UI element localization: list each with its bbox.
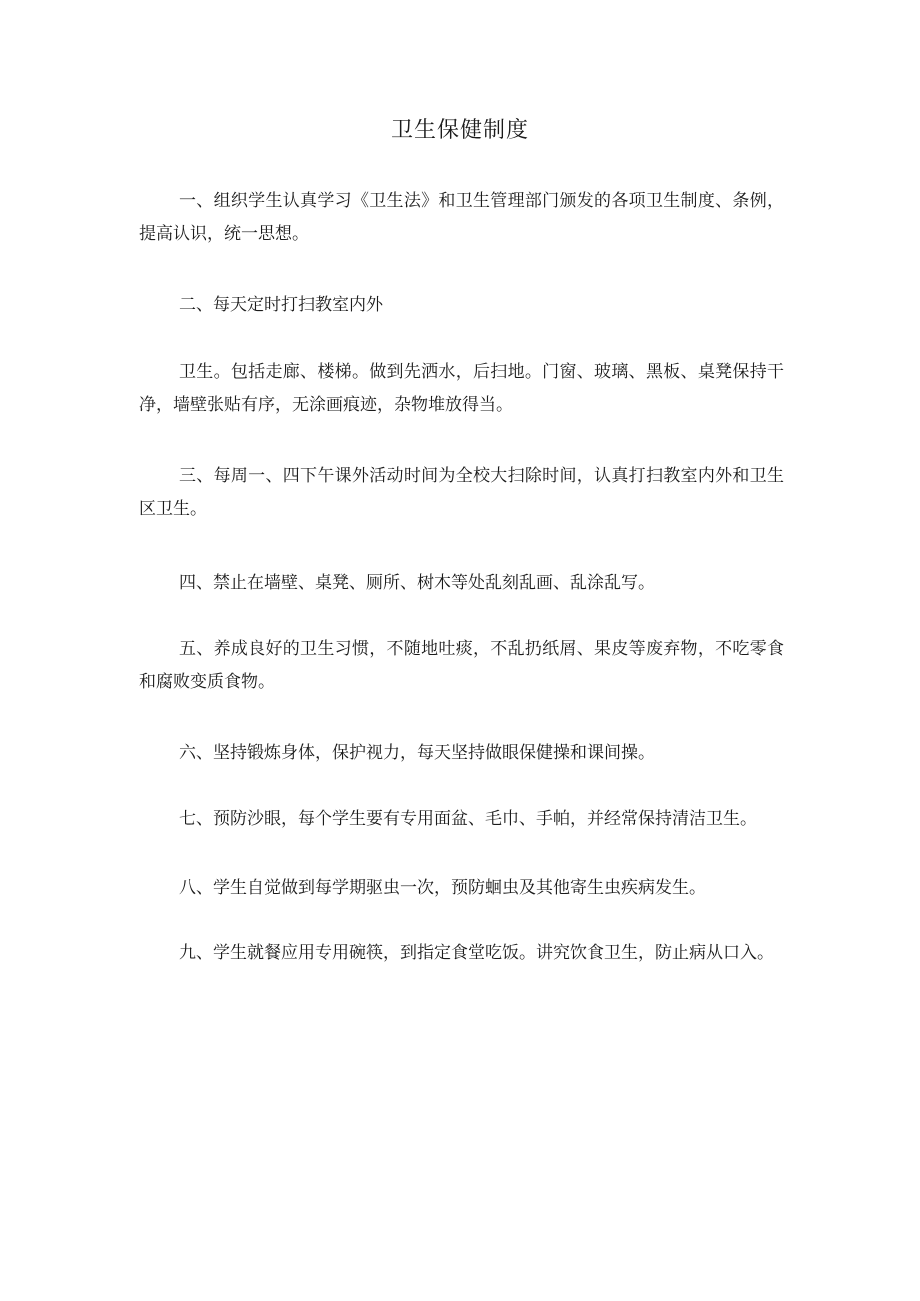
- paragraph-2: 二、每天定时打扫教室内外: [179, 295, 383, 315]
- paragraph-1: 一、组织学生认真学习《卫生法》和卫生管理部门颁发的各项卫生制度、条例，提高认识，统一思想。: [139, 191, 784, 244]
- paragraph-8: 七、预防沙眼，每个学生要有专用面盆、毛巾、手帕，并经常保持清洁卫生。: [179, 809, 757, 829]
- paragraph-6: 五、养成良好的卫生习惯，不随地吐痰，不乱扔纸屑、果皮等废弃物，不吃零食和腐败变质食物。: [139, 639, 784, 692]
- paragraph-7: 六、坚持锻炼身体，保护视力，每天坚持做眼保健操和课间操。: [179, 743, 655, 763]
- paragraph-10: 九、学生就餐应用专用碗筷，到指定食堂吃饭。讲究饮食卫生，防止病从口入。: [179, 943, 774, 963]
- paragraph-4: 三、每周一、四下午课外活动时间为全校大扫除时间，认真打扫教室内外和卫生区卫生。: [139, 466, 784, 519]
- paragraph-5: 四、禁止在墙壁、桌凳、厕所、树木等处乱刻乱画、乱涂乱写。: [179, 573, 655, 593]
- paragraph-9: 八、学生自觉做到每学期驱虫一次，预防蛔虫及其他寄生虫疾病发生。: [179, 878, 706, 898]
- paragraph-3: 卫生。包括走廊、楼梯。做到先洒水，后扫地。门窗、玻璃、黑板、桌凳保持干净，墙壁张贴有序，无涂画痕迹，杂物堆放得当。: [139, 362, 784, 415]
- page-title: 卫生保健制度: [390, 118, 529, 143]
